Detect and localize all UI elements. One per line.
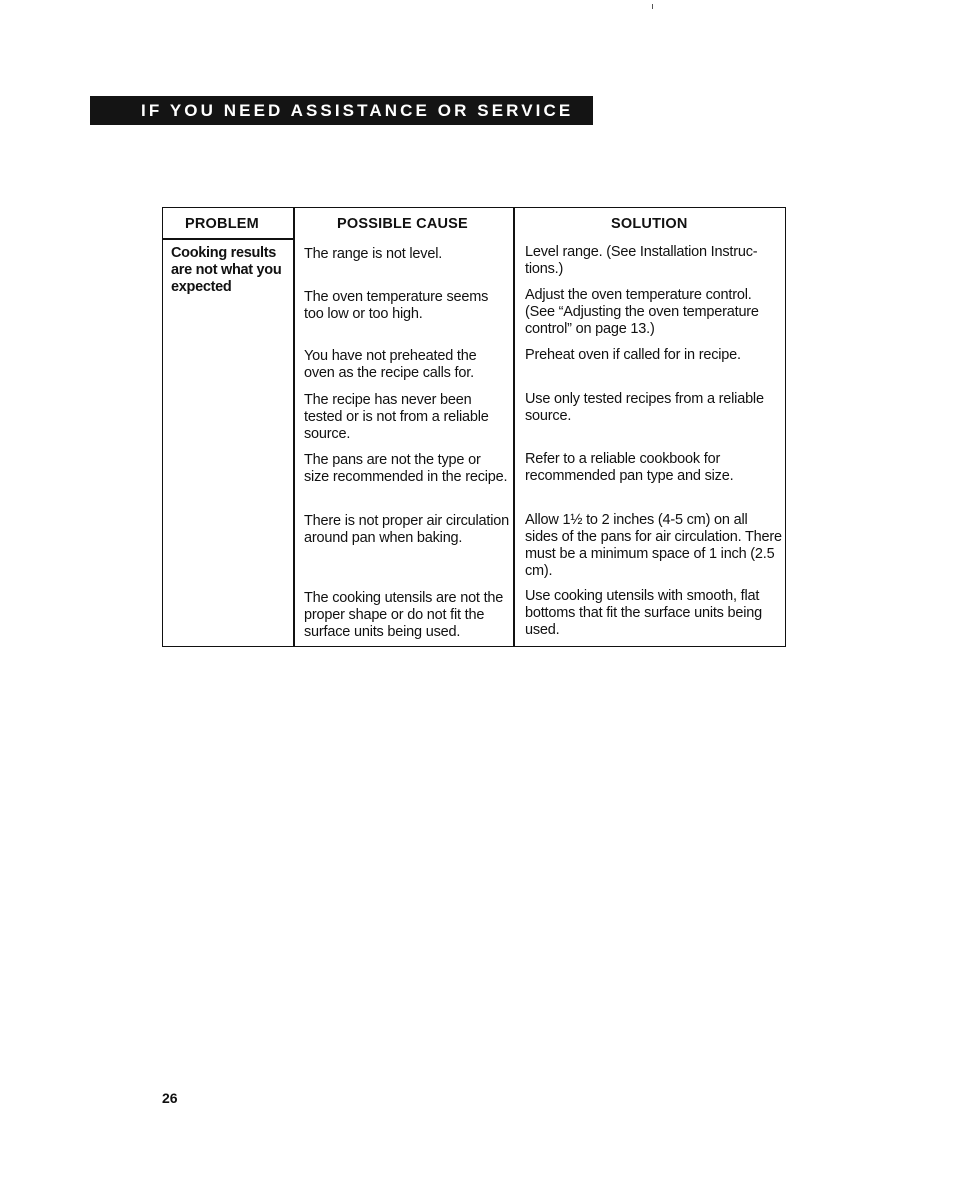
header-rule: [163, 238, 294, 240]
page-number: 26: [162, 1090, 178, 1106]
cause-cell: The range is not level.: [304, 246, 443, 262]
cause-cell: The pans are not the type or size recommended in the recipe.: [304, 452, 508, 485]
problem-cell: Cooking results are not what you expected: [171, 245, 282, 295]
header-solution: SOLUTION: [611, 216, 688, 232]
solution-cell: Preheat oven if called for in recipe.: [525, 347, 741, 363]
scan-mark: [652, 4, 653, 9]
troubleshooting-table: [162, 207, 786, 647]
cause-cell: There is not proper air circulation around pan when baking.: [304, 513, 509, 546]
section-title-banner: IF YOU NEED ASSISTANCE OR SERVICE: [90, 96, 593, 125]
solution-cell: Refer to a reliable cookbook for recommended pan type and size.: [525, 451, 734, 484]
solution-cell: Use cooking utensils with smooth, flat bottoms that fit the surface units being used.: [525, 588, 763, 638]
header-possible-cause: POSSIBLE CAUSE: [337, 216, 468, 232]
solution-cell: Level range. (See Installation Instruc-tions.): [525, 244, 758, 277]
header-problem: PROBLEM: [185, 216, 259, 232]
solution-cell: Allow 1½ to 2 inches (4-5 cm) on all sides of the pans for air circulation. There must be a minimum space of 1 inch (2.5 cm).: [525, 512, 782, 579]
cause-cell: You have not preheated the oven as the recipe calls for.: [304, 348, 477, 381]
solution-cell: Use only tested recipes from a reliable source.: [525, 391, 764, 424]
cause-cell: The oven temperature seems too low or too high.: [304, 289, 489, 322]
solution-cell: Adjust the oven temperature control. (See “Adjusting the oven temperature control” on page 13.): [525, 287, 759, 337]
column-divider-2: [513, 208, 515, 646]
cause-cell: The recipe has never been tested or is not from a reliable source.: [304, 392, 489, 442]
cause-cell: The cooking utensils are not the proper shape or do not fit the surface units being used.: [304, 590, 504, 640]
column-divider-1: [293, 208, 295, 646]
